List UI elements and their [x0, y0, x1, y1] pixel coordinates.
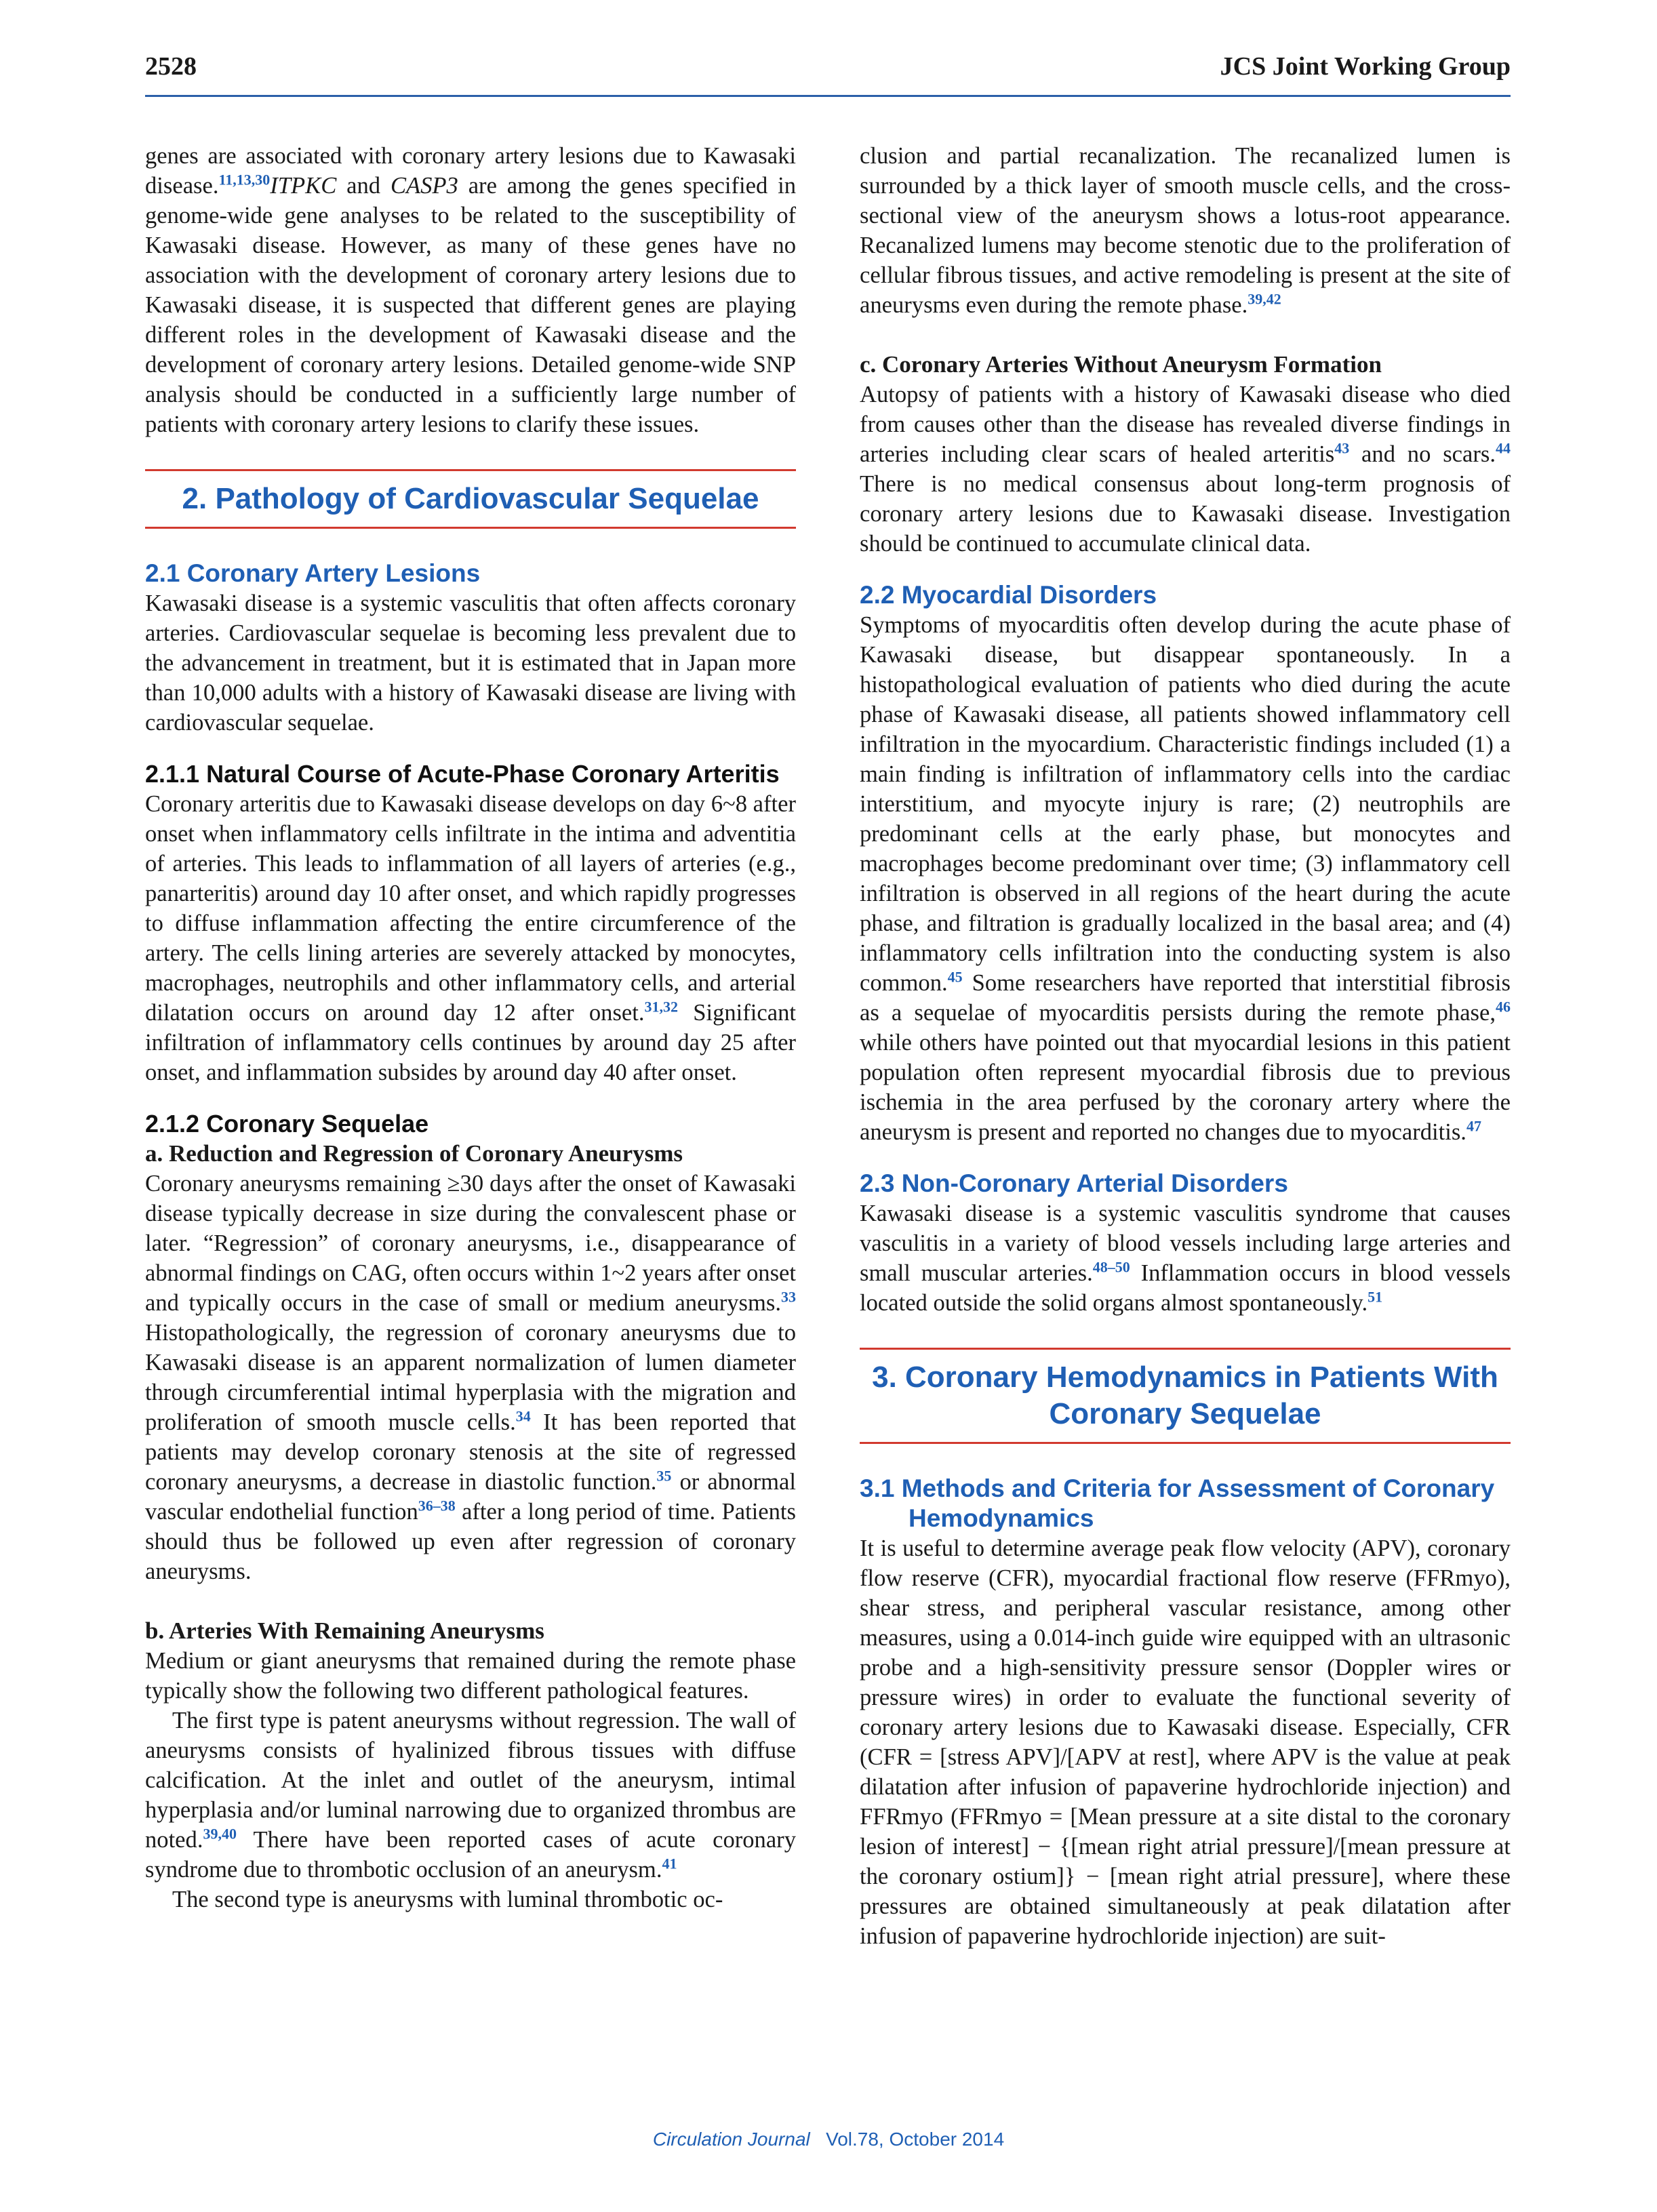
page-footer: [0, 2129, 1657, 2150]
subsection-heading-2-1-2: 2.1.2 Coronary Sequelae: [145, 1110, 429, 1138]
subsection-heading-2-2: 2.2 Myocardial Disorders: [860, 581, 1157, 609]
citation-link[interactable]: 33: [781, 1288, 796, 1306]
citation-link[interactable]: 47: [1466, 1117, 1481, 1135]
citation-link[interactable]: 31,32: [644, 998, 679, 1015]
paragraph: Autopsy of patients with a history of Kawasaki disease who died from causes other than the disease has revealed diverse findings in arteries including clear scars of healed arteritis$^{43}$ and no scars.$^{44}$ There is no medical consensus about long-term prognosis of coronary artery lesions due to Kawasaki disease. Investigation should be continued to accumulate clinical data.: [860, 382, 1511, 557]
citation-link[interactable]: 39,40: [203, 1825, 237, 1843]
citation-link[interactable]: 11,13,30: [218, 171, 271, 188]
left-column: [145, 141, 796, 1914]
subheading-b: b. Arteries With Remaining Aneurysms: [145, 1617, 544, 1644]
citation-link[interactable]: 41: [662, 1855, 677, 1872]
citation-link[interactable]: 46: [1496, 998, 1511, 1015]
journal-name: Circulation Journal: [652, 2129, 810, 2150]
paragraph: genes are associated with coronary artery lesions due to Kawasaki disease.$^{11,13,30}$ITPKC and CASP3 are among the genes specified in genome-wide gene analyses to be related to the susceptibility of Kawasaki disease. However, as many of these genes have no association with the development of coronary artery lesions due to Kawasaki disease, it is suspected that different genes are playing different roles in the development of Kawasaki disease and the development of coronary artery lesions. Detailed genome-wide SNP analysis should be conducted in a sufficiently large number of patients with coronary artery lesions to clarify these issues.: [145, 143, 796, 437]
section-heading-2: 2. Pathology of Cardiovascular Sequelae: [145, 469, 796, 529]
citation-link[interactable]: 43: [1334, 439, 1350, 457]
paragraph: Coronary arteritis due to Kawasaki disease develops on day 6~8 after onset when inflammatory cells infiltrate in the intima and adventitia of arteries. This leads to inflammation of all layers of arteries (e.g., panarteritis) around day 10 after onset, and which rapidly progresses to diffuse inflammation affecting the entire circumference of the artery. The cells lining arteries are severely attacked by monocytes, macrophages, neutrophils and other inflammatory cells, and arterial dilatation occurs on around day 12 after onset.$^{31,32}$ Significant infiltration of inflammatory cells continues by around day 25 after onset, and inflammation subsides by around day 40 after onset.: [145, 791, 796, 1085]
subsection-heading-3-1: 3.1 Methods and Criteria for Assessment of Coronary Hemodynamics: [860, 1474, 1495, 1532]
paragraph: It is useful to determine average peak flow velocity (APV), coronary flow reserve (CFR), myocardial fractional flow reserve (FFRmyo), shear stress, and peripheral vascular resistance, among other measures, using a 0.014-inch guide wire equipped with an ultrasonic probe and a high-sensitivity pressure sensor (Doppler wires or pressure wires) in order to evaluate the functional severity of coronary artery lesions due to Kawasaki disease. Especially, CFR (CFR = [stress APV]/[APV at rest], where APV is the value at peak dilatation after infusion of papaverine hydrochloride injection) and FFRmyo (FFRmyo = [Mean pressure at a site distal to the coronary lesion of interest] − {[mean right atrial pressure]/[mean pressure at the coronary ostium]} − [mean right atrial pressure], where these pressures are obtained simultaneously at peak dilatation after infusion of papaverine hydrochloride injection) are suit-: [860, 1535, 1511, 1949]
paragraph: Medium or giant aneurysms that remained during the remote phase typically show the following two different pathological features.: [145, 1648, 796, 1704]
citation-link[interactable]: 34: [515, 1407, 531, 1425]
subheading-c: c. Coronary Arteries Without Aneurysm Formation: [860, 351, 1382, 378]
citation-link[interactable]: 36–38: [418, 1497, 456, 1514]
page-number: 2528: [145, 52, 197, 81]
paragraph: Kawasaki disease is a systemic vasculitis syndrome that causes vasculitis in a variety of blood vessels including large arteries and small muscular arteries.$^{48-50}$ Inflammation occurs in blood vessels located outside the solid organs almost spontaneously.$^{51}$: [860, 1201, 1511, 1316]
header-rule: [145, 95, 1511, 97]
subsection-heading-2-1: 2.1 Coronary Artery Lesions: [145, 559, 481, 587]
right-column: [860, 141, 1511, 1951]
running-header: [145, 52, 1511, 92]
paragraph: Coronary aneurysms remaining ≥30 days after the onset of Kawasaki disease typically decrease in size during the convalescent phase or later. “Regression” of coronary aneurysms, i.e., disappearance of abnormal findings on CAG, often occurs within 1~2 years after onset and typically occurs in the case of small or medium aneurysms.$^{33}$ Histopathologically, the regression of coronary aneurysms due to Kawasaki disease is an apparent normalization of lumen diameter through circumferential intimal hyperplasia with the migration and proliferation of smooth muscle cells.$^{34}$ It has been reported that patients may develop coronary stenosis at the site of regressed coronary aneurysms, a decrease in diastolic function.$^{35}$ or abnormal vascular endothelial function$^{36-38}$ after a long period of time. Patients should thus be followed up even after regression of coronary aneurysms.: [145, 1171, 796, 1584]
citation-link[interactable]: 44: [1495, 439, 1511, 457]
paragraph: The second type is aneurysms with luminal thrombotic oc-: [172, 1887, 723, 1912]
citation-link[interactable]: 35: [656, 1467, 672, 1485]
citation-link[interactable]: 51: [1367, 1288, 1383, 1306]
citation-link[interactable]: 45: [947, 968, 963, 986]
paragraph: clusion and partial recanalization. The recanalized lumen is surrounded by a thick layer of smooth muscle cells, and the cross-sectional view of the aneurysm shows a lotus-root appearance. Recanalized lumens may become stenotic due to the proliferation of cellular fibrous tissues, and active remodeling is present at the site of aneurysms even during the remote phase.$^{39,42}$: [860, 143, 1511, 318]
subheading-a: a. Reduction and Regression of Coronary Aneurysms: [145, 1140, 683, 1167]
section-heading-3: 3. Coronary Hemodynamics in Patients With Coronary Sequelae: [860, 1348, 1511, 1444]
paragraph: The first type is patent aneurysms without regression. The wall of aneurysms consists of hyalinized fibrous tissues with diffuse calcification. At the inlet and outlet of the aneurysm, intimal hyperplasia and/or luminal narrowing due to organized thrombus are noted.$^{39,40}$ There have been reported cases of acute coronary syndrome due to thrombotic occlusion of an aneurysm.$^{41}$: [145, 1708, 796, 1883]
citation-link[interactable]: 48–50: [1092, 1258, 1130, 1276]
running-title: JCS Joint Working Group: [1220, 52, 1511, 81]
paragraph: Kawasaki disease is a systemic vasculitis that often affects coronary arteries. Cardiovascular sequelae is becoming less prevalent due to the advancement in treatment, but it is estimated that in Japan more than 10,000 adults with a history of Kawasaki disease are living with cardiovascular sequelae.: [145, 590, 796, 736]
subsection-heading-2-1-1: 2.1.1 Natural Course of Acute-Phase Coronary Arteritis: [145, 760, 780, 788]
citation-link[interactable]: 39,42: [1247, 290, 1281, 308]
issue-info: Vol.78, October 2014: [826, 2129, 1005, 2150]
subsection-heading-2-3: 2.3 Non-Coronary Arterial Disorders: [860, 1169, 1288, 1197]
paragraph: Symptoms of myocarditis often develop during the acute phase of Kawasaki disease, but disappear spontaneously. In a histopathological evaluation of patients who died during the acute phase of Kawasaki disease, all patients showed inflammatory cell infiltration in the myocardium. Characteristic findings included (1) a main finding is infiltration of inflammatory cells into the cardiac interstitium, and myocyte injury is rare; (2) neutrophils are predominant cells at the early phase, but monocytes and macrophages become predominant over time; (3) inflammatory cell infiltration is observed in all regions of the heart during the acute phase, and filtration is gradually localized in the basal area; and (4) inflammatory cells infiltration into the conducting system is also common.$^{45}$ Some researchers have reported that interstitial fibrosis as a sequelae of myocarditis persists during the remote phase,$^{46}$ while others have pointed out that myocardial lesions in this patient population often represent myocardial fibrosis due to previous ischemia in the area perfused by the coronary artery where the aneurysm is present and reported no changes due to myocarditis.$^{47}$: [860, 612, 1511, 1145]
